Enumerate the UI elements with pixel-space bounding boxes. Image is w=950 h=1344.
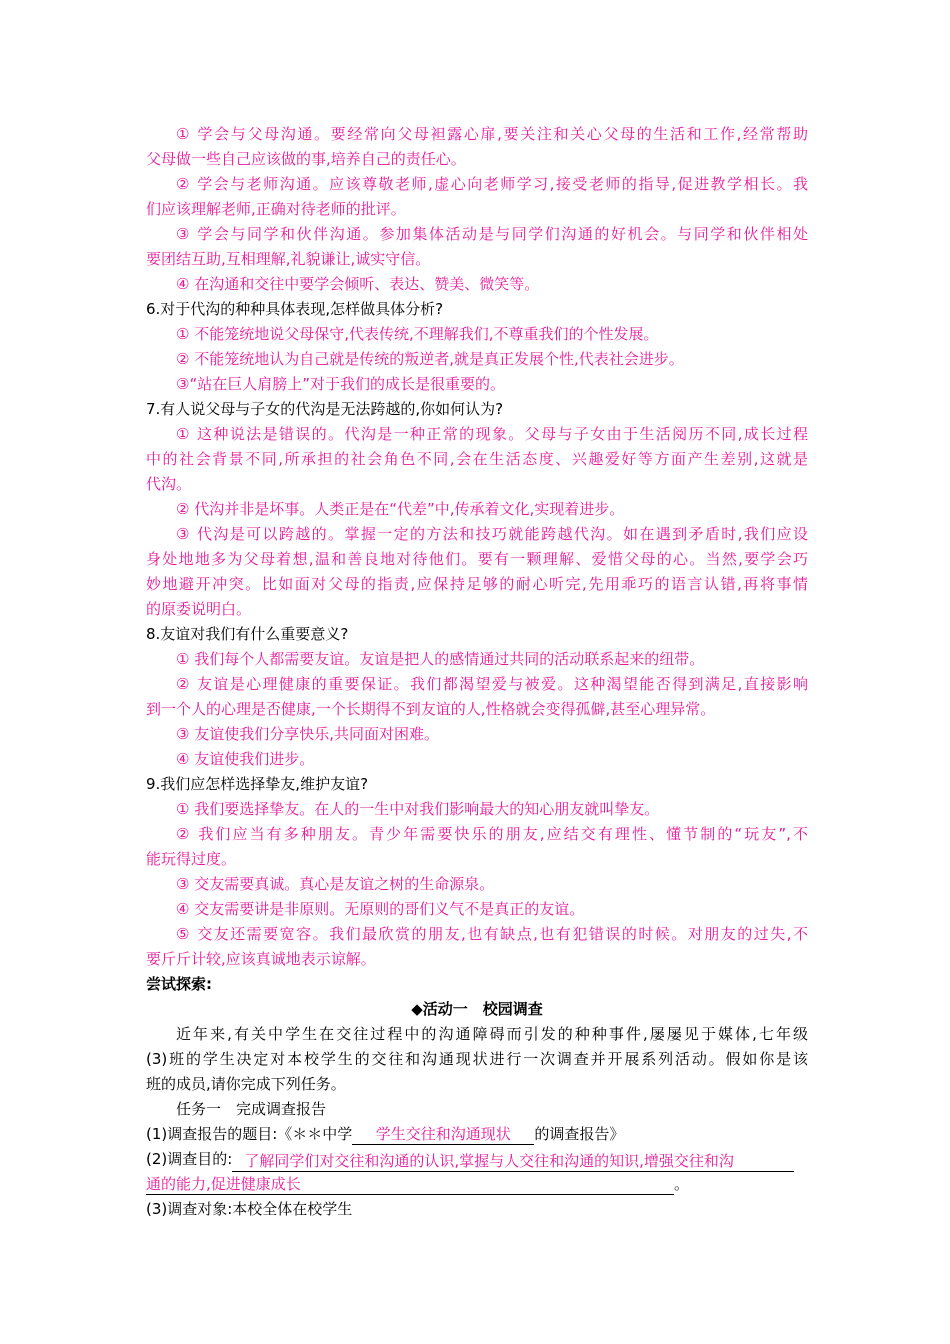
text-line: 任务一 完成调查报告 <box>176 1100 327 1118</box>
text-line: ④ 交友需要讲是非原则。无原则的哥们义气不是真正的友谊。 <box>176 900 585 918</box>
text-line: 父母做一些自己应该做的事,培养自己的责任心。 <box>146 150 466 168</box>
text-line: ② 我们应当有多种朋友。青少年需要快乐的朋友,应结交有理性、懂节制的“玩友”,不 <box>176 825 808 843</box>
text-line: 8.友谊对我们有什么重要意义? <box>146 625 349 643</box>
report-purpose-line-1 <box>146 1147 808 1172</box>
text-line: 能玩得过度。 <box>146 850 237 868</box>
text-line: ① 这种说法是错误的。代沟是一种正常的现象。父母与子女由于生活阅历不同,成长过程 <box>176 425 808 443</box>
text-line: 妙地避开冲突。比如面对父母的指责,应保持足够的耐心听完,先用乖巧的语言认错,再将事情 <box>146 575 808 593</box>
text-line: ④ 在沟通和交往中要学会倾听、表达、赞美、微笑等。 <box>176 275 540 293</box>
text-line: ② 不能笼统地认为自己就是传统的叛逆者,就是真正发展个性,代表社会进步。 <box>176 350 684 368</box>
text-line: ③ 友谊使我们分享快乐,共同面对困难。 <box>176 725 439 743</box>
text-line: ① 学会与父母沟通。要经常向父母袒露心扉,要关注和关心父母的生活和工作,经常帮助 <box>176 125 808 143</box>
text-line: 近年来,有关中学生在交往过程中的沟通障碍而引发的种种事件,屡屡见于媒体,七年级 <box>176 1025 808 1043</box>
text-line: ③“站在巨人肩膀上”对于我们的成长是很重要的。 <box>176 375 505 393</box>
report-title-line <box>146 1122 808 1147</box>
report-purpose-fill-1: 了解同学们对交往和沟通的认识,掌握与人交往和沟通的知识,增强交往和沟 <box>232 1152 794 1172</box>
text-line: 7.有人说父母与子女的代沟是无法跨越的,你如何认为? <box>146 400 504 418</box>
document-page <box>146 122 808 1222</box>
report-purpose-fill-2: 通的能力,促进健康成长 <box>146 1175 674 1195</box>
text-line: 身处地地多为父母着想,温和善良地对待他们。要有一颗理解、爱惜父母的心。当然,要学会巧 <box>146 550 808 568</box>
text-line: ① 我们每个人都需要友谊。友谊是把人的感情通过共同的活动联系起来的纽带。 <box>176 650 705 668</box>
text-line: 班的成员,请你完成下列任务。 <box>146 1075 346 1093</box>
text-line: (3)班的学生决定对本校学生的交往和沟通现状进行一次调查并开展系列活动。假如你是该 <box>146 1050 808 1068</box>
text-line: 们应该理解老师,正确对待老师的批评。 <box>146 200 406 218</box>
text-line: 中的社会背景不同,所承担的社会角色不同,会在生活态度、兴趣爱好等方面产生差别,这就是 <box>146 450 808 468</box>
text-line: 到一个人的心理是否健康,一个长期得不到友谊的人,性格就会变得孤僻,甚至心理异常。 <box>146 700 716 718</box>
text-line: ③ 代沟是可以跨越的。掌握一定的方法和技巧就能跨越代沟。如在遇到矛盾时,我们应设 <box>176 525 808 543</box>
text-line: 要斤斤计较,应该真诚地表示谅解。 <box>146 950 376 968</box>
text-line: ③ 学会与同学和伙伴沟通。参加集体活动是与同学们沟通的好机会。与同学和伙伴相处 <box>176 225 808 243</box>
report-target-line: (3)调查对象:本校全体在校学生 <box>146 1200 353 1218</box>
document-body <box>146 122 808 1122</box>
text-line: 要团结互助,互相理解,礼貌谦让,诚实守信。 <box>146 250 431 268</box>
text-line: 9.我们应怎样选择挚友,维护友谊? <box>146 775 369 793</box>
text-line: ① 我们要选择挚友。在人的一生中对我们影响最大的知心朋友就叫挚友。 <box>176 800 660 818</box>
text-line: ① 不能笼统地说父母保守,代表传统,不理解我们,不尊重我们的个性发展。 <box>176 325 659 343</box>
text-line: 代沟。 <box>146 475 192 493</box>
report-title-prefix: (1)调查报告的题目:《＊＊中学 <box>146 1125 353 1143</box>
text-line: ② 学会与老师沟通。应该尊敬老师,虚心向老师学习,接受老师的指导,促进教学相长。我 <box>176 175 808 193</box>
text-line: 6.对于代沟的种种具体表现,怎样做具体分析? <box>146 300 444 318</box>
text-line: ② 代沟并非是坏事。人类正是在“代差”中,传承着文化,实现着进步。 <box>176 500 625 518</box>
report-purpose-line-2 <box>146 1172 808 1197</box>
text-line: ② 友谊是心理健康的重要保证。我们都渴望爱与被爱。这种渴望能否得到满足,直接影响 <box>176 675 808 693</box>
text-line: 的原委说明白。 <box>146 600 252 618</box>
text-line: ④ 友谊使我们进步。 <box>176 750 315 768</box>
report-title-fill: 学生交往和沟通现状 <box>352 1125 534 1145</box>
report-purpose-end: 。 <box>674 1175 690 1193</box>
text-line: 尝试探索: <box>146 975 212 993</box>
report-purpose-label: (2)调查目的: <box>146 1150 233 1168</box>
text-line: ③ 交友需要真诚。真心是友谊之树的生命源泉。 <box>176 875 495 893</box>
report-title-suffix: 的调查报告》 <box>534 1125 625 1143</box>
text-line: ⑤ 交友还需要宽容。我们最欣赏的朋友,也有缺点,也有犯错误的时候。对朋友的过失,不 <box>176 925 808 943</box>
text-line: ◆活动一 校园调查 <box>411 1000 543 1018</box>
